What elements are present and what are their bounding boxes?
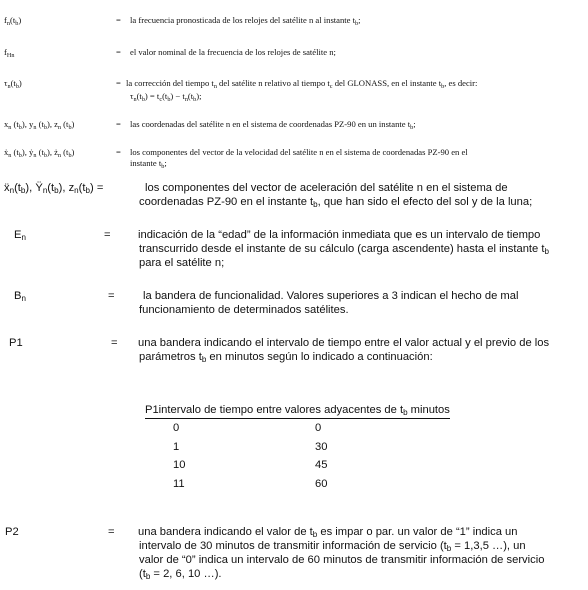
definition-fhn: el valor nominal de la frecuencia de los relojes de satélite n;: [130, 47, 336, 57]
definition-p2-line1: una bandera indicando el valor de $t_b$ es impar o par. un valor de “1” indica un: [138, 526, 518, 539]
definition-en-line2: transcurrido desde el instante de su cálculo (carga ascendente) hasta el instante $t_b$: [139, 243, 549, 256]
definition-bn-line1: la bandera de funcionalidad. Valores superiores a 3 indican el hecho de mal: [143, 290, 519, 302]
equals-sign: =: [116, 78, 121, 88]
table-row: [145, 419, 450, 438]
definition-en-line1: indicación de la “edad” de la información inmediata que es un intervalo de tiempo: [138, 229, 541, 241]
equals-sign: =: [111, 337, 118, 349]
equals-sign: =: [116, 119, 121, 129]
symbol-bn: $B_n$: [14, 290, 26, 303]
definition-coordinates: las coordenadas del satélite n en el sistema de coordenadas PZ-90 en un instante $t_b$;: [130, 119, 416, 131]
equals-sign: =: [116, 47, 121, 57]
symbol-coordinates: $x_n$ $(t_b)$, $y_n$ $(t_b)$, $z_n$ $(t_b)$: [4, 119, 75, 131]
table-cell-minutes: 0: [315, 422, 322, 435]
equals-sign: =: [116, 147, 121, 157]
table-cell-p1: 10: [173, 459, 186, 472]
table-cell-p1: 11: [173, 477, 185, 490]
table-cell-p1: 0: [173, 422, 180, 435]
definition-acceleration-line2: coordenadas PZ-90 en el instante $t_b$, que han sido el efecto del sol y de la luna;: [139, 196, 533, 209]
definition-velocity-line1: los componentes del vector de la velocidad del satélite n en el sistema de coordenadas PZ-90 en el: [130, 147, 468, 157]
definition-fn: la frecuencia pronosticada de los relojes del satélite n al instante $t_b$;: [130, 15, 361, 27]
equals-sign: =: [104, 229, 111, 241]
equals-sign: =: [116, 15, 121, 25]
symbol-velocity: ẋ$_n$ $(t_b)$, ẏ$_n$ $(t_b)$, $ż_n$ $(t_b)$: [4, 147, 75, 159]
table-cell-minutes: 30: [315, 440, 328, 453]
definition-p1-line2: parámetros $t_b$ en minutos según lo indicado a continuación:: [139, 351, 433, 364]
equals-sign: =: [108, 526, 115, 538]
definition-en-line3: para el satélite n;: [139, 257, 225, 269]
symbol-fhn: $f_{Hn}$: [4, 47, 15, 59]
table-header-row: [145, 404, 450, 419]
table-row: [145, 438, 450, 457]
table-cell-minutes: 45: [315, 459, 328, 472]
definition-tau-n: la corrección del tiempo $t_n$ del satélite n relativo al tiempo $t_c$ del GLONASS, en el instante $t_b$, es decir:: [126, 78, 478, 90]
table-row: [145, 475, 450, 494]
table-cell-p1: 1: [173, 440, 180, 453]
table-cell-minutes: 60: [315, 477, 328, 490]
table-header: P1intervalo de tiempo entre valores adyacentes de $t_b$ minutos: [145, 404, 450, 417]
definition-acceleration-line1: los componentes del vector de aceleración del satélite n en el sistema de: [145, 182, 508, 194]
definition-p2-line2: intervalo de 30 minutos de transmitir información de servicio ($t_b = 1,3,5$ …), un: [139, 540, 526, 553]
formula-tau-n: $\tau_n(t_b) = t_c(t_b) - t_n(t_b)$;: [130, 91, 202, 103]
equals-sign: =: [108, 290, 115, 302]
symbol-p1: P1: [9, 337, 23, 349]
definition-p2-line3: valor de “0” indica un intervalo de 60 minutos de transmitir información de servicio: [139, 554, 545, 566]
table-row: [145, 456, 450, 475]
definition-velocity-line2: instante $t_b$;: [130, 158, 167, 170]
symbol-p2: P2: [5, 526, 19, 538]
definition-p1-line1: una bandera indicando el intervalo de tiempo entre el valor actual y el previo de los: [138, 337, 550, 349]
symbol-fn-tb: $f_n(t_b)$: [4, 15, 22, 27]
symbol-tau-n: $\tau_n(t_b)$: [4, 78, 22, 90]
symbol-en: $E_n$: [14, 229, 26, 242]
symbol-acceleration: $ẍ_n(t_b)$, $Ÿ_n(t_b)$, $z_n(t_b)$ =: [4, 182, 104, 195]
definition-p2-line4: ($t_b = 2$, 6, 10 …).: [139, 568, 222, 581]
definition-bn-line2: funcionamiento de determinados satélites.: [139, 304, 349, 316]
p1-interval-table: [145, 404, 450, 493]
